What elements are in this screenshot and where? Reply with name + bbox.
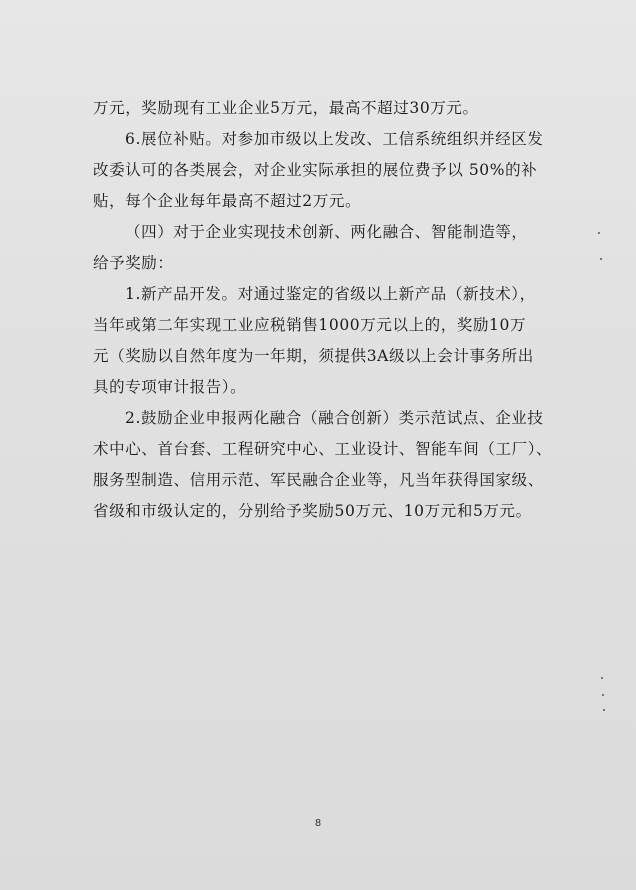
text-line: 术中心、首台套、工程研究中心、工业设计、智能车间（工厂）、 xyxy=(93,440,553,458)
page-number: 8 xyxy=(314,818,322,829)
body-text xyxy=(93,93,553,527)
text-line: 元（奖励以自然年度为一年期，须提供3A级以上会计事务所出 xyxy=(93,347,534,365)
text-line: 万元，奖励现有工业企业5万元，最高不超过30万元。 xyxy=(93,99,479,117)
text-line: 2.鼓励企业申报两化融合（融合创新）类示范试点、企业技 xyxy=(125,409,544,427)
text-line: 具的专项审计报告）。 xyxy=(93,378,247,396)
scan-speck xyxy=(601,677,603,679)
scan-speck xyxy=(600,258,602,260)
scan-speck xyxy=(598,232,600,234)
text-line: 1.新产品开发。对通过鉴定的省级以上新产品（新技术）， xyxy=(125,285,536,303)
text-line: 给予奖励： xyxy=(93,254,174,272)
text-line: 当年或第二年实现工业应税销售1000万元以上的，奖励10万 xyxy=(93,316,527,334)
text-line: 服务型制造、信用示范、军民融合企业等，凡当年获得国家级、 xyxy=(93,471,544,489)
text-line: 6.展位补贴。对参加市级以上发改、工信系统组织并经区发 xyxy=(125,130,544,148)
text-line: （四）对于企业实现技术创新、两化融合、智能制造等， xyxy=(125,223,528,241)
text-line: 贴，每个企业每年最高不超过2万元。 xyxy=(93,192,362,210)
text-line: 改委认可的各类展会，对企业实际承担的展位费予以 50%的补 xyxy=(93,161,538,179)
text-line: 省级和市级认定的，分别给予奖励50万元、10万元和5万元。 xyxy=(93,502,532,520)
scan-speck xyxy=(603,709,605,711)
scan-speck xyxy=(602,694,604,696)
